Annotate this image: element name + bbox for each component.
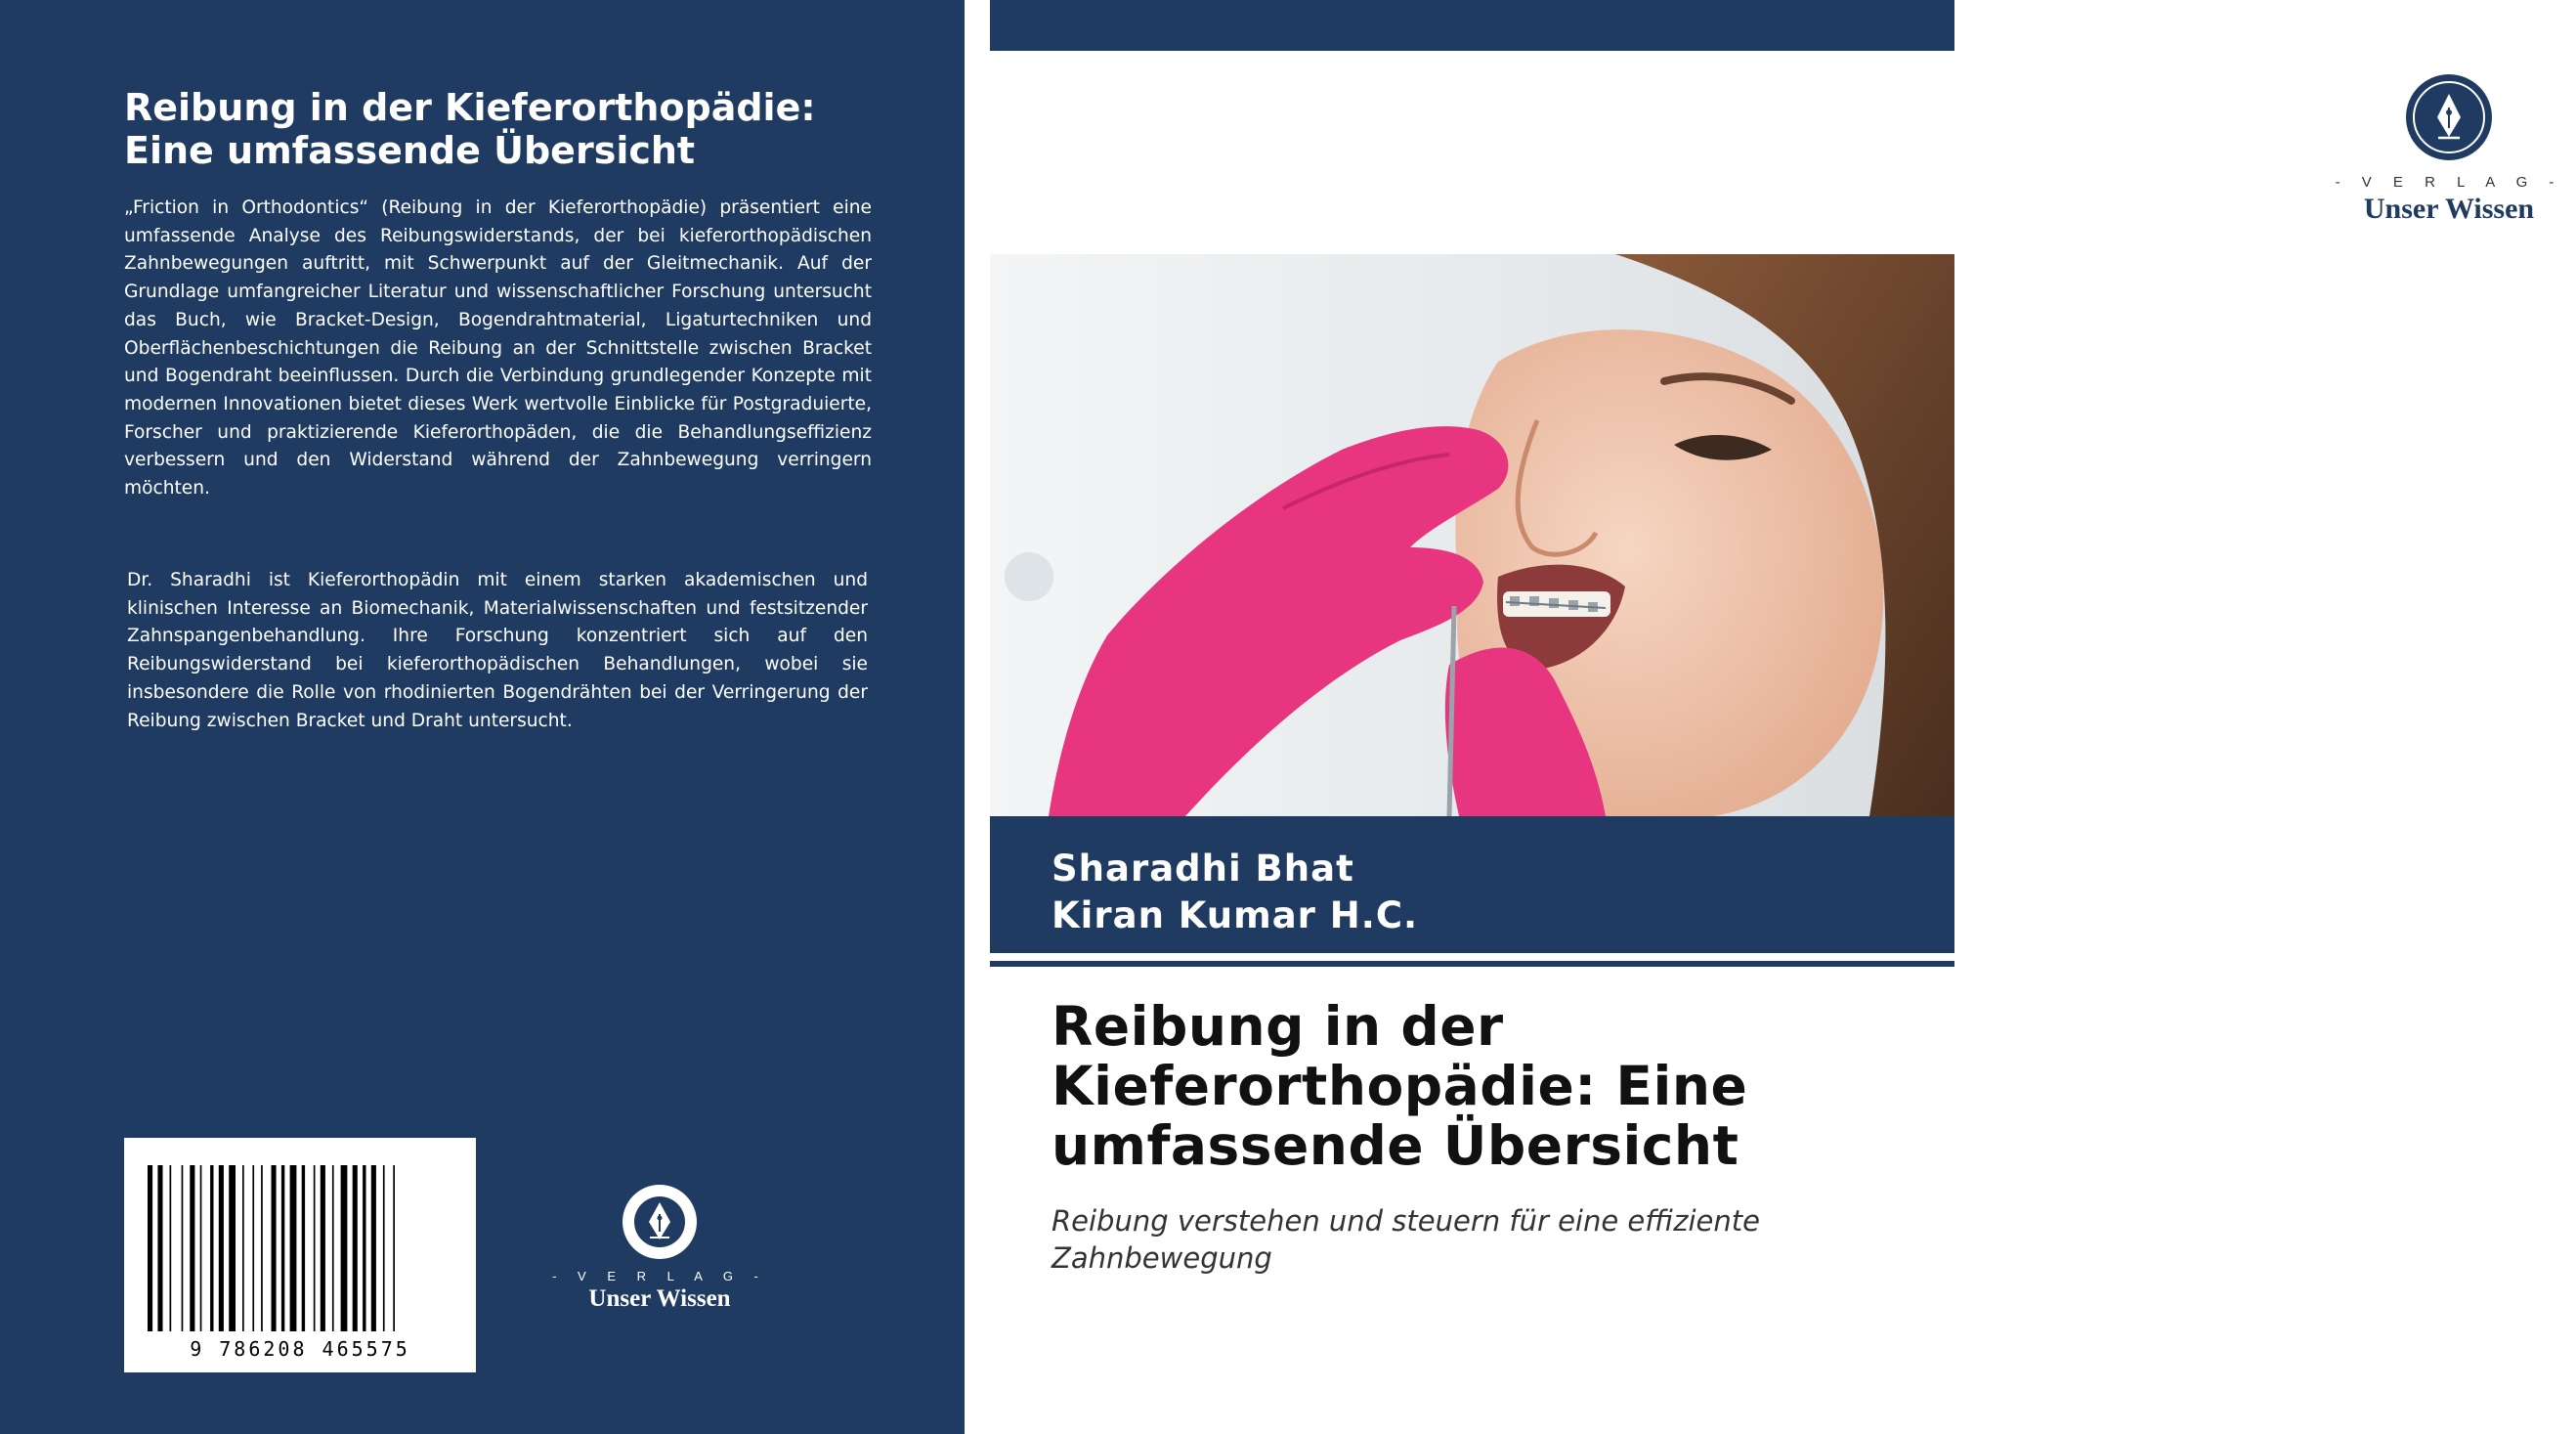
- barcode-bar: [353, 1165, 358, 1331]
- divider-rule: [990, 961, 1954, 967]
- isbn-number: 9 786208 465575: [190, 1337, 410, 1361]
- back-cover-title: Reibung in der Kieferorthopädie: Eine umfassende Übersicht: [124, 86, 816, 172]
- barcode-bar: [182, 1165, 184, 1331]
- front-cover-title: Reibung in der Kieferorthopädie: Eine umfassende Übersicht: [1052, 995, 1748, 1177]
- barcode-bar: [371, 1165, 376, 1331]
- barcode-bar: [219, 1165, 224, 1331]
- front-cover-subtitle: Reibung verstehen und steuern für eine effiziente Zahnbewegung: [1052, 1204, 1760, 1275]
- barcode-bar: [229, 1165, 236, 1331]
- barcode-bar: [170, 1165, 172, 1331]
- verlag-label: - V E R L A G -: [552, 1269, 767, 1283]
- barcode-bar: [242, 1165, 244, 1331]
- barcode-bar: [383, 1165, 385, 1331]
- barcode-bar: [190, 1165, 194, 1331]
- barcode-bar: [393, 1165, 395, 1331]
- verlag-label: - V E R L A G -: [2335, 174, 2563, 191]
- barcode-bar: [148, 1165, 152, 1331]
- barcode-bar: [341, 1165, 348, 1331]
- book-blurb: „Friction in Orthodontics“ (Reibung in der Kieferorthopädie) präsentiert eine umfassende Analyse des Reibungswiderstands, der bei kieferorthopädischen Zahnbewegungen auftritt, mit Schwerpunkt auf der Gleitmechanik. Auf der Grundlage umfangreicher Literatur und wissenschaftlicher Forschung untersucht das Buch, wie Bracket-Design, Bogendrahtmaterial, Ligaturtechniken und Oberflächenbeschichtungen die Reibung an der Schnittstelle zwischen Bracket und Bogendraht beeinflussen. Durch die Verbindung grundlegender Konzepte mit modernen Innovationen bietet dieses Werk wertvolle Einblicke für Postgraduierte, Forscher und praktizierende Kieferorthopäden, die die Behandlungseffizienz verbessern und den Widerstand während der Zahnbewegung verringern möchten.: [124, 197, 872, 500]
- front-cover: [990, 0, 2563, 1434]
- authors-band: [990, 816, 1954, 953]
- barcode-bar: [321, 1165, 325, 1331]
- barcode-bar: [314, 1165, 316, 1331]
- author-name: Sharadhi Bhat: [1052, 847, 1354, 890]
- barcode-bar: [261, 1165, 263, 1331]
- barcode-bar: [281, 1165, 284, 1331]
- barcode-bar: [200, 1165, 202, 1331]
- spine-gap: [965, 0, 990, 1434]
- publisher-logo-front: [2322, 72, 2576, 226]
- author-bio: Dr. Sharadhi ist Kieferorthopädin mit einem starken akademischen und klinischen Interesse an Biomechanik, Materialwissenschaften und festsitzender Zahnspangenbehandlung. Ihre Forschung konzentriert sich auf den Reibungswiderstand bei kieferorthopädischen Behandlungen, wobei sie insbesondere die Rolle von rhodinierten Bogendrähten bei der Verringerung der Reibung zwischen Bracket und Draht untersucht.: [127, 570, 868, 731]
- back-cover: [0, 0, 965, 1434]
- barcode-bar: [332, 1165, 334, 1331]
- publisher-logo-back: [547, 1183, 772, 1313]
- isbn-barcode: [124, 1138, 476, 1372]
- barcode-bar: [210, 1165, 213, 1331]
- barcode-bar: [252, 1165, 254, 1331]
- top-band: [990, 0, 1954, 51]
- pen-nib-seal-icon: [621, 1183, 699, 1261]
- barcode-bar: [272, 1165, 277, 1331]
- barcode-bar: [290, 1165, 297, 1331]
- barcode-bar: [157, 1165, 162, 1331]
- barcode-bars: [124, 1138, 476, 1338]
- cover-photo-dental-braces: [990, 254, 1954, 816]
- publisher-name: Unser Wissen: [588, 1285, 731, 1312]
- pen-nib-seal-icon: [2404, 72, 2494, 162]
- publisher-name: Unser Wissen: [2363, 193, 2535, 225]
- barcode-bar: [363, 1165, 365, 1331]
- author-name: Kiran Kumar H.C.: [1052, 894, 1419, 936]
- barcode-bar: [302, 1165, 305, 1331]
